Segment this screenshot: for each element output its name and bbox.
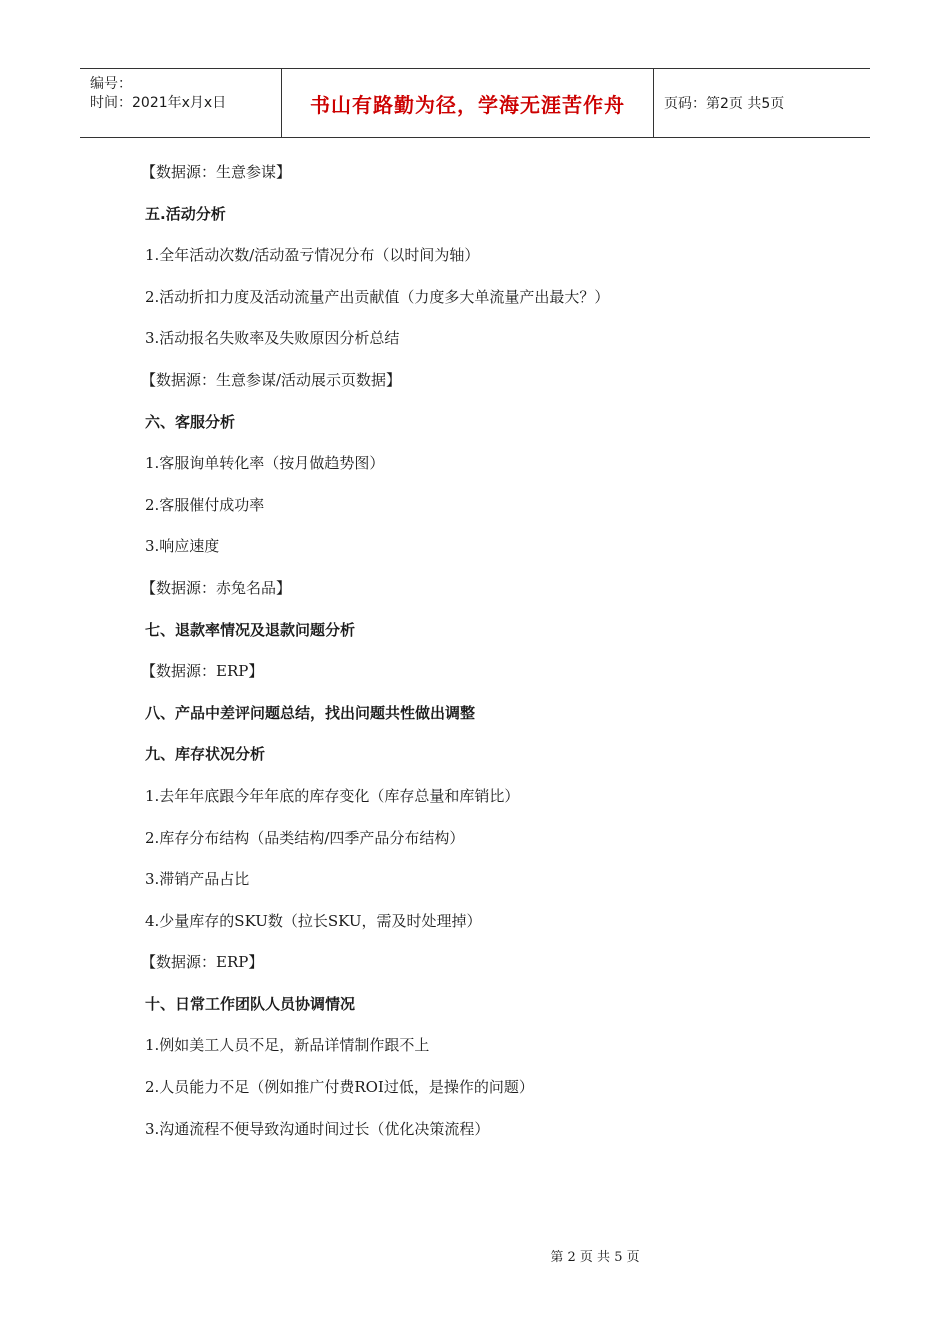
data-source-line: 【数据源：生意参谋】 xyxy=(141,163,292,181)
section-heading: 六、客服分析 xyxy=(145,412,236,431)
page-footer: 第 2 页 共 5 页 xyxy=(550,1250,640,1265)
data-source-line: 【数据源：ERP】 xyxy=(141,662,264,681)
list-item: 3.响应速度 xyxy=(145,537,220,556)
list-item: 2.活动折扣力度及活动流量产出贡献值（力度多大单流量产出最大？） xyxy=(145,287,610,306)
number-label: 编号： xyxy=(90,76,132,92)
list-item: 1.例如美工人员不足，新品详情制作跟不上 xyxy=(145,1036,430,1055)
time-label: 时间：2021年x月x日 xyxy=(90,95,227,111)
header-page-number: 页码：第2页 共5页 xyxy=(664,96,785,112)
list-item: 4.少量库存的SKU数（拉长SKU，需及时处理掉） xyxy=(145,911,482,930)
section-heading: 七、退款率情况及退款问题分析 xyxy=(145,620,356,639)
header-motto: 书山有路勤为径，学海无涯苦作舟 xyxy=(282,69,654,137)
section-heading: 八、产品中差评问题总结，找出问题共性做出调整 xyxy=(145,703,476,722)
document-body xyxy=(141,158,845,1156)
list-item: 1.客服询单转化率（按月做趋势图） xyxy=(145,454,385,473)
list-item: 1.全年活动次数/活动盈亏情况分布（以时间为轴） xyxy=(145,246,480,265)
data-source-line: 【数据源：赤兔名品】 xyxy=(141,578,292,597)
data-source-line: 【数据源：生意参谋/活动展示页数据】 xyxy=(141,370,402,389)
page-header xyxy=(80,68,870,138)
section-heading: 十、日常工作团队人员协调情况 xyxy=(145,994,356,1013)
list-item: 3.沟通流程不便导致沟通时间过长（优化决策流程） xyxy=(145,1119,490,1138)
list-item: 2.客服催付成功率 xyxy=(145,495,265,514)
section-heading: 九、库存状况分析 xyxy=(145,745,266,764)
list-item: 1.去年年底跟今年年底的库存变化（库存总量和库销比） xyxy=(145,786,520,805)
list-item: 2.库存分布结构（品类结构/四季产品分布结构） xyxy=(145,828,465,847)
list-item: 3.活动报名失败率及失败原因分析总结 xyxy=(145,329,400,348)
header-meta xyxy=(80,69,282,137)
section-heading: 五.活动分析 xyxy=(145,204,226,223)
data-source-line: 【数据源：ERP】 xyxy=(141,953,264,972)
list-item: 3.滞销产品占比 xyxy=(145,870,250,889)
list-item: 2.人员能力不足（例如推广付费ROI过低，是操作的问题） xyxy=(145,1078,534,1097)
